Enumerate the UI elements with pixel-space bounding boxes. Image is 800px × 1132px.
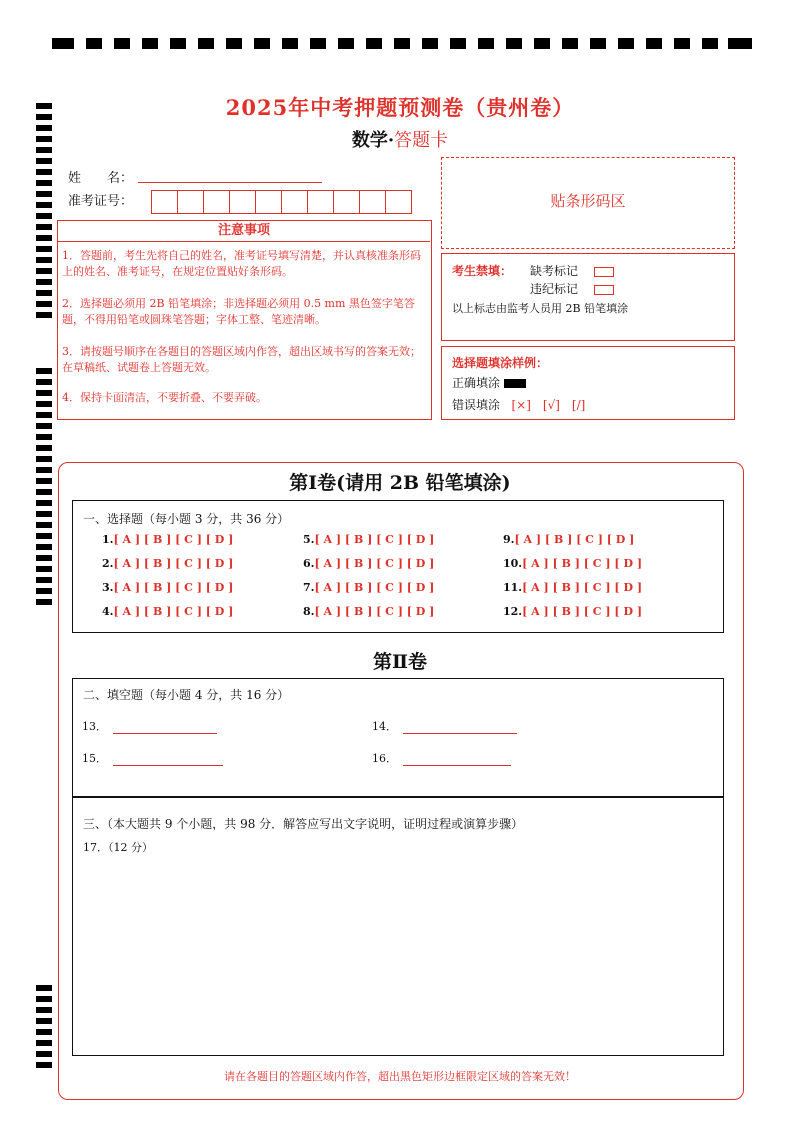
name-field[interactable] bbox=[138, 166, 322, 183]
choice-q5[interactable]: 5.[ A ] [ B ] [ C ] [ D ] bbox=[303, 533, 435, 546]
answer-box[interactable] bbox=[72, 796, 724, 1056]
choice-q9[interactable]: 9.[ A ] [ B ] [ C ] [ D ] bbox=[503, 533, 635, 546]
sample-wrong-marks: [×] [√] [/] bbox=[511, 398, 586, 412]
notice-item-2: 2．选择题必须用 2B 铅笔填涂；非选择题必须用 0.5 mm 黑色签字笔答题，不得用铅笔或圆珠笔答题；字体工整、笔迹清晰。 bbox=[62, 297, 415, 326]
forbidden-title: 考生禁填： bbox=[452, 264, 513, 278]
id-digit-box[interactable] bbox=[151, 190, 178, 214]
absent-label: 缺考标记 bbox=[530, 264, 579, 278]
forbidden-note: 以上标志由监考人员用 2B 铅笔填涂 bbox=[452, 302, 629, 315]
exam-subtitle bbox=[0, 126, 800, 152]
sample-correct-row bbox=[452, 374, 526, 391]
filled-mark-example bbox=[504, 379, 526, 388]
id-digit-box[interactable] bbox=[177, 190, 204, 214]
notice-item-4: 4．保持卡面清洁，不要折叠、不要弄破。 bbox=[62, 391, 267, 404]
barcode-label: 贴条形码区 bbox=[550, 192, 626, 210]
choice-q7[interactable]: 7.[ A ] [ B ] [ C ] [ D ] bbox=[303, 581, 435, 594]
name-label: 姓 名： bbox=[68, 171, 134, 186]
id-digit-box[interactable] bbox=[333, 190, 360, 214]
choice-q4[interactable]: 4.[ A ] [ B ] [ C ] [ D ] bbox=[102, 605, 234, 618]
notice-item-1: 1．答题前，考生先将自己的姓名，准考证号填写清楚，并认真核准条形码上的姓名、准考证号，在规定位置贴好条形码。 bbox=[62, 249, 421, 278]
q17-label: 17．（12 分） bbox=[83, 841, 153, 854]
fill-q13[interactable]: 13． bbox=[82, 718, 217, 734]
choice-q6[interactable]: 6.[ A ] [ B ] [ C ] [ D ] bbox=[303, 557, 435, 570]
id-label: 准考证号： bbox=[68, 194, 134, 209]
part1-title: 第Ⅰ卷(请用 2B 铅笔填涂) bbox=[289, 472, 511, 494]
choice-q1[interactable]: 1.[ A ] [ B ] [ C ] [ D ] bbox=[102, 533, 234, 546]
footer-note: 请在各题目的答题区域内作答，超出黑色矩形边框限定区域的答案无效！ bbox=[224, 1070, 576, 1083]
absent-mark-box[interactable] bbox=[594, 267, 614, 277]
id-digit-box[interactable] bbox=[203, 190, 230, 214]
id-digit-box[interactable] bbox=[359, 190, 386, 214]
id-digit-box[interactable] bbox=[255, 190, 282, 214]
exam-title: 2025年中考押题预测卷（贵州卷） bbox=[225, 95, 575, 120]
exam-id-boxes[interactable] bbox=[152, 190, 412, 214]
fill-q16[interactable]: 16． bbox=[372, 750, 511, 766]
fill-box bbox=[72, 678, 724, 798]
choice-q3[interactable]: 3.[ A ] [ B ] [ C ] [ D ] bbox=[102, 581, 234, 594]
top-timing-marks bbox=[52, 38, 752, 52]
id-digit-box[interactable] bbox=[307, 190, 334, 214]
choice-q11[interactable]: 11.[ A ] [ B ] [ C ] [ D ] bbox=[503, 581, 643, 594]
notice-title: 注意事项 bbox=[58, 221, 430, 242]
id-digit-box[interactable] bbox=[281, 190, 308, 214]
notice-item-3: 3．请按题号顺序在各题目的答题区域内作答，超出区域书写的答案无效；在草稿纸、试题卷上答题无效。 bbox=[62, 345, 421, 374]
violation-label: 违纪标记 bbox=[530, 282, 579, 296]
sample-wrong-label: 错误填涂 bbox=[452, 398, 501, 412]
fill-section-title: 二、填空题（每小题 4 分，共 16 分） bbox=[83, 688, 290, 702]
sample-box bbox=[441, 346, 735, 420]
answer-section-title: 三、（本大题共 9 个小题，共 98 分．解答应写出文字说明，证明过程或演算步骤） bbox=[83, 817, 524, 831]
forbidden-box bbox=[441, 253, 735, 341]
sample-correct-label: 正确填涂 bbox=[452, 376, 501, 390]
choice-q2[interactable]: 2.[ A ] [ B ] [ C ] [ D ] bbox=[102, 557, 234, 570]
part2-title: 第Ⅱ卷 bbox=[372, 651, 427, 673]
choice-section-title: 一、选择题（每小题 3 分，共 36 分） bbox=[83, 512, 290, 526]
choice-q10[interactable]: 10.[ A ] [ B ] [ C ] [ D ] bbox=[503, 557, 643, 570]
subtitle-answer-sheet: 答题卡 bbox=[394, 130, 449, 151]
sample-title: 选择题填涂样例： bbox=[452, 356, 549, 370]
fill-q15[interactable]: 15． bbox=[82, 750, 223, 766]
absent-mark-row bbox=[530, 262, 614, 279]
id-digit-box[interactable] bbox=[385, 190, 412, 214]
violation-mark-row bbox=[530, 280, 614, 297]
id-digit-box[interactable] bbox=[229, 190, 256, 214]
choice-q12[interactable]: 12.[ A ] [ B ] [ C ] [ D ] bbox=[503, 605, 643, 618]
fill-q14[interactable]: 14． bbox=[372, 718, 517, 734]
violation-mark-box[interactable] bbox=[594, 285, 614, 295]
subtitle-subject: 数学· bbox=[351, 130, 395, 151]
barcode-area bbox=[441, 157, 735, 249]
sample-wrong-row bbox=[452, 396, 585, 413]
choice-q8[interactable]: 8.[ A ] [ B ] [ C ] [ D ] bbox=[303, 605, 435, 618]
